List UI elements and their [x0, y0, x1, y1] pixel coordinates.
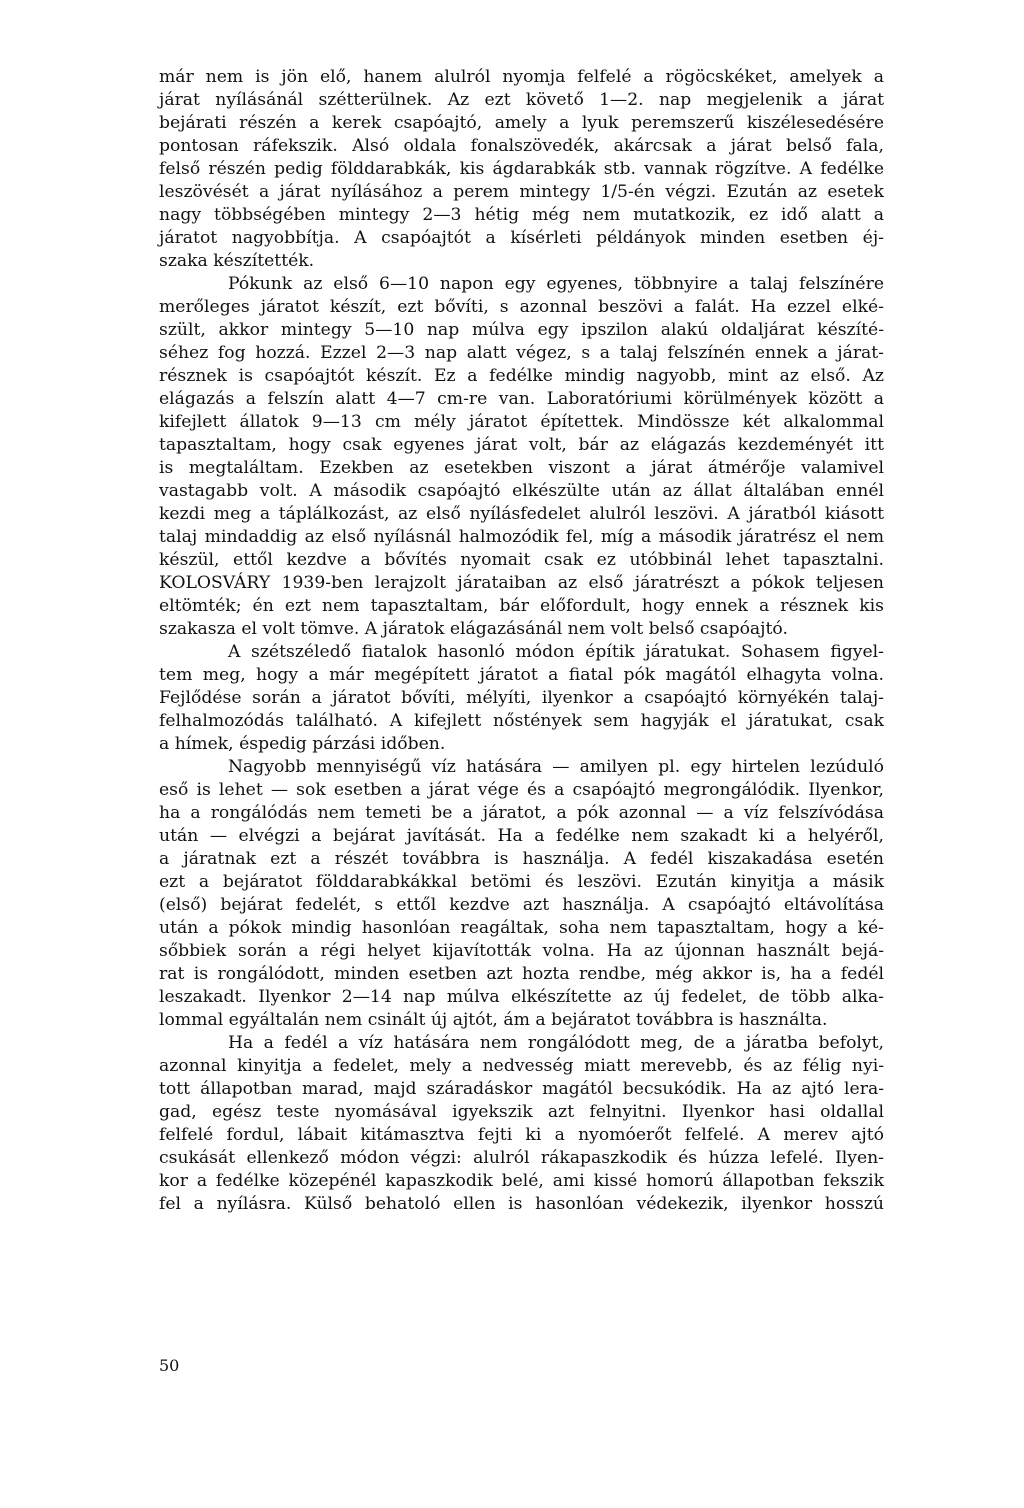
text-line: azonnal kinyitja a fedelet, mely a nedvesség miatt merevebb, és az félig nyi- — [159, 1056, 884, 1076]
text-line: résznek is csapóajtót készít. Ez a fedélke mindig nagyobb, mint az első. Az — [159, 366, 884, 386]
text-line: lommal egyáltalán nem csinált új ajtót, ám a bejáratot továbbra is használta. — [159, 1010, 828, 1030]
text-line: bejárati részén a kerek csapóajtó, amely a lyuk peremszerű kiszélesedésére — [159, 113, 884, 133]
text-line: Nagyobb mennyiségű víz hatására — amilyen pl. egy hirtelen lezúduló — [228, 757, 884, 777]
text-line: KOLOSVÁRY 1939-ben lerajzolt járataiban az első járatrészt a pókok teljesen — [159, 573, 884, 593]
text-line: tapasztaltam, hogy csak egyenes járat volt, bár az elágazás kezdeményét itt — [159, 435, 884, 455]
text-line: tem meg, hogy a már megépített járatot a fiatal pók magától elhagyta volna. — [159, 665, 884, 685]
page-number: 50 — [159, 1356, 180, 1375]
text-line: után a pókok mindig hasonlóan reagáltak, soha nem tapasztaltam, hogy a ké- — [159, 918, 884, 938]
text-line: kor a fedélke közepénél kapaszkodik belé, ami kissé homorú állapotban fekszik — [159, 1171, 884, 1191]
text-line: séhez fog hozzá. Ezzel 2—3 nap alatt végez, s a talaj felszínén ennek a járat- — [159, 343, 884, 363]
text-line: szakasza el volt tömve. A járatok elágazásánál nem volt belső csapóajtó. — [159, 619, 788, 639]
text-line: vastagabb volt. A második csapóajtó elkészülte után az állat általában ennél — [159, 481, 884, 501]
text-line: tott állapotban marad, majd száradáskor magától becsukódik. Ha az ajtó lera- — [159, 1079, 884, 1099]
text-line: kezdi meg a táplálkozást, az első nyílásfedelet alulról leszövi. A járatból kiásott — [159, 504, 884, 524]
text-line: már nem is jön elő, hanem alulról nyomja felfelé a rögöcskéket, amelyek a — [159, 67, 884, 87]
text-line: leszakadt. Ilyenkor 2—14 nap múlva elkészítette az új fedelet, de több alka- — [159, 987, 884, 1007]
text-line: elágazás a felszín alatt 4—7 cm-re van. Laboratóriumi körülmények között a — [159, 389, 884, 409]
text-line: után — elvégzi a bejárat javítását. Ha a fedélke nem szakadt ki a helyéről, — [159, 826, 884, 846]
text-line: a hímek, éspedig párzási időben. — [159, 734, 446, 754]
text-line: fel a nyílásra. Külső behatoló ellen is hasonlóan védekezik, ilyenkor hosszú — [159, 1194, 884, 1214]
text-line: leszövését a járat nyílásához a perem mintegy 1/5-én végzi. Ezután az esetek — [159, 182, 884, 202]
text-line: is megtaláltam. Ezekben az esetekben viszont a járat átmérője valamivel — [159, 458, 884, 478]
text-line: szaka készítették. — [159, 251, 315, 271]
text-line: A szétszéledő fiatalok hasonló módon építik járatukat. Sohasem figyel- — [228, 642, 884, 662]
page-body — [159, 66, 884, 1216]
text-line: gad, egész teste nyomásával igyekszik azt felnyitni. Ilyenkor hasi oldallal — [159, 1102, 884, 1122]
text-line: eső is lehet — sok esetben a járat vége és a csapóajtó megrongálódik. Ilyenkor, — [159, 780, 884, 800]
text-line: sőbbiek során a régi helyet kijavították volna. Ha az újonnan használt bejá- — [159, 941, 884, 961]
text-line: kifejlett állatok 9—13 cm mély járatot építettek. Mindössze két alkalommal — [159, 412, 884, 432]
text-line: talaj mindaddig az első nyílásnál halmozódik fel, míg a második járatrész el nem — [159, 527, 884, 547]
text-line: felső részén pedig földdarabkák, kis ágdarabkák stb. vannak rögzítve. A fedélke — [159, 159, 884, 179]
text-line: nagy többségében mintegy 2—3 hétig még nem mutatkozik, ez idő alatt a — [159, 205, 884, 225]
text-line: felfelé fordul, lábait kitámasztva fejti ki a nyomóerőt felfelé. A merev ajtó — [159, 1125, 884, 1145]
text-line: járatot nagyobbítja. A csapóajtót a kísérleti példányok minden esetben éj- — [159, 228, 884, 248]
text-line: szült, akkor mintegy 5—10 nap múlva egy ipszilon alakú oldaljárat készíté- — [159, 320, 884, 340]
text-line: eltömték; én ezt nem tapasztaltam, bár előfordult, hogy ennek a résznek kis — [159, 596, 884, 616]
text-line: ezt a bejáratot földdarabkákkal betömi és leszövi. Ezután kinyitja a másik — [159, 872, 884, 892]
text-line: Ha a fedél a víz hatására nem rongálódott meg, de a járatba befolyt, — [228, 1033, 884, 1053]
text-line: rat is rongálódott, minden esetben azt hozta rendbe, még akkor is, ha a fedél — [159, 964, 884, 984]
text-line: csukását ellenkező módon végzi: alulról rákapaszkodik és húzza lefelé. Ilyen- — [159, 1148, 884, 1168]
text-line: ha a rongálódás nem temeti be a járatot, a pók azonnal — a víz felszívódása — [159, 803, 884, 823]
text-line: pontosan ráfekszik. Alsó oldala fonalszövedék, akárcsak a járat belső fala, — [159, 136, 884, 156]
text-line: készül, ettől kezdve a bővítés nyomait csak ez utóbbinál lehet tapasztalni. — [159, 550, 884, 570]
text-line: merőleges járatot készít, ezt bővíti, s azonnal beszövi a falát. Ha ezzel elké- — [159, 297, 884, 317]
text-line: Fejlődése során a járatot bővíti, mélyíti, ilyenkor a csapóajtó környékén talaj- — [159, 688, 884, 708]
text-line: Pókunk az első 6—10 napon egy egyenes, többnyire a talaj felszínére — [228, 274, 884, 294]
text-line: a járatnak ezt a részét továbbra is használja. A fedél kiszakadása esetén — [159, 849, 884, 869]
text-line: járat nyílásánál szétterülnek. Az ezt követő 1—2. nap megjelenik a járat — [159, 90, 884, 110]
text-line: (első) bejárat fedelét, s ettől kezdve azt használja. A csapóajtó eltávolítása — [159, 895, 884, 915]
text-line: felhalmozódás található. A kifejlett nőstények sem hagyják el járatukat, csak — [159, 711, 884, 731]
